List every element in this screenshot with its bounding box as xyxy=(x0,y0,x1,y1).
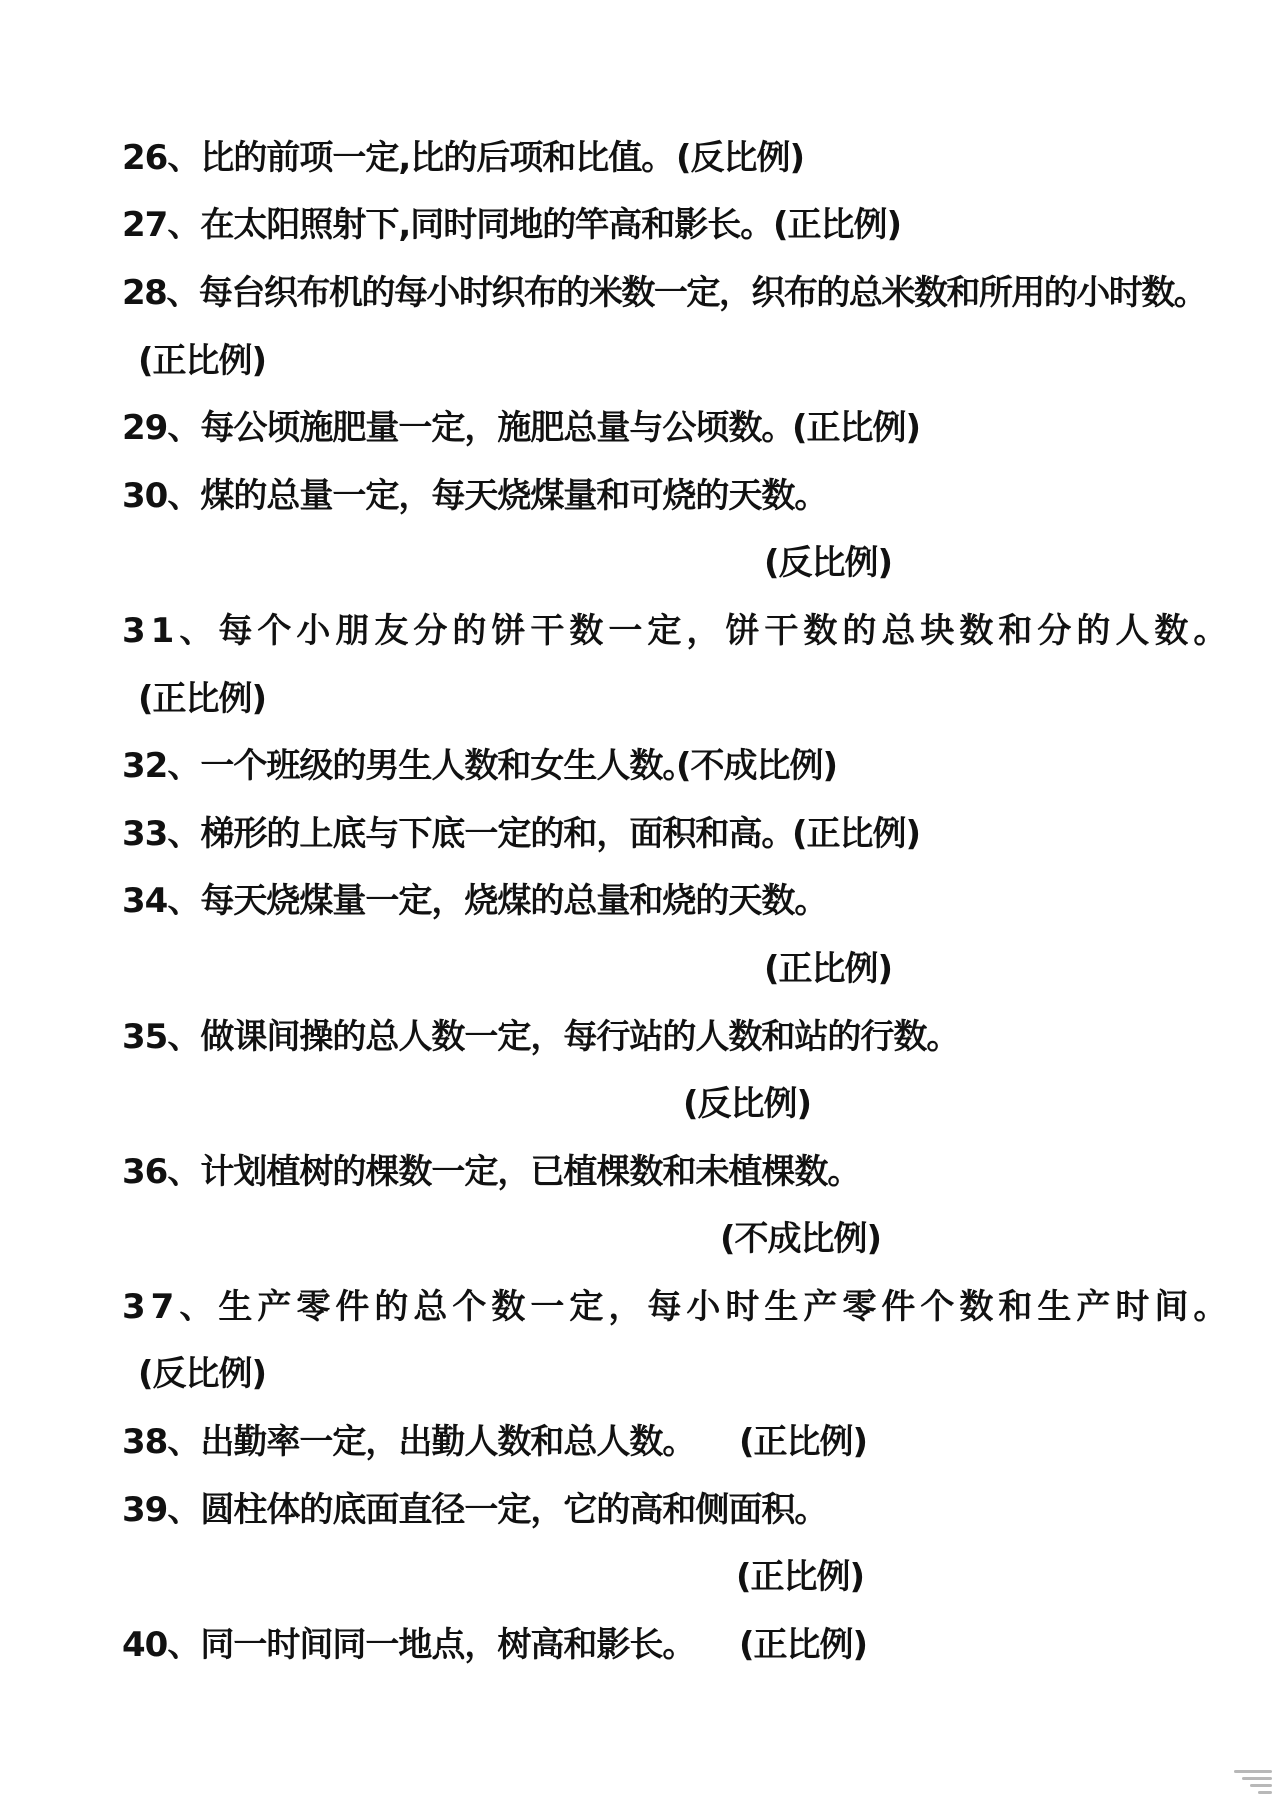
answer-28: (正比例) xyxy=(138,341,267,381)
watermark-icon xyxy=(1232,1768,1272,1794)
answer-36: (不成比例) xyxy=(720,1219,882,1259)
answer-29: (正比例) xyxy=(792,408,921,448)
question-26: 26、比的前项一定,比的后项和比值。 xyxy=(122,138,675,178)
question-29: 29、每公顷施肥量一定，施肥总量与公顷数。 xyxy=(122,408,795,448)
answer-37: (反比例) xyxy=(138,1354,267,1394)
question-31: 31、每个小朋友分的饼干数一定，饼干数的总块数和分的人数。 xyxy=(122,611,1233,651)
answer-35: (反比例) xyxy=(683,1084,812,1124)
answer-31: (正比例) xyxy=(138,679,267,719)
question-27: 27、在太阳照射下,同时同地的竿高和影长。 xyxy=(122,205,774,245)
answer-34: (正比例) xyxy=(764,949,893,989)
question-39: 39、圆柱体的底面直径一定，它的高和侧面积。 xyxy=(122,1490,828,1530)
answer-39: (正比例) xyxy=(736,1557,865,1597)
answer-38: (正比例) xyxy=(739,1422,868,1462)
question-36: 36、计划植树的棵数一定，已植棵数和未植棵数。 xyxy=(122,1152,861,1192)
answer-26: (反比例) xyxy=(676,138,805,178)
answer-40: (正比例) xyxy=(739,1625,868,1665)
question-38: 38、出勤率一定，出勤人数和总人数。 xyxy=(122,1422,696,1462)
question-28: 28、每台织布机的每小时织布的米数一定，织布的总米数和所用的小时数。 xyxy=(122,273,1207,313)
question-33: 33、梯形的上底与下底一定的和，面积和高。 xyxy=(122,814,795,854)
answer-32: (不成比例) xyxy=(676,746,838,786)
question-40: 40、同一时间同一地点，树高和影长。 xyxy=(122,1625,696,1665)
question-34: 34、每天烧煤量一定，烧煤的总量和烧的天数。 xyxy=(122,881,828,921)
answer-30: (反比例) xyxy=(764,543,893,583)
question-35: 35、做课间操的总人数一定，每行站的人数和站的行数。 xyxy=(122,1017,960,1057)
question-30: 30、煤的总量一定，每天烧煤量和可烧的天数。 xyxy=(122,476,828,516)
question-37: 37、生产零件的总个数一定，每小时生产零件个数和生产时间。 xyxy=(122,1287,1233,1327)
question-32: 32、一个班级的男生人数和女生人数。 xyxy=(122,746,696,786)
answer-27: (正比例) xyxy=(773,205,902,245)
answer-33: (正比例) xyxy=(792,814,921,854)
